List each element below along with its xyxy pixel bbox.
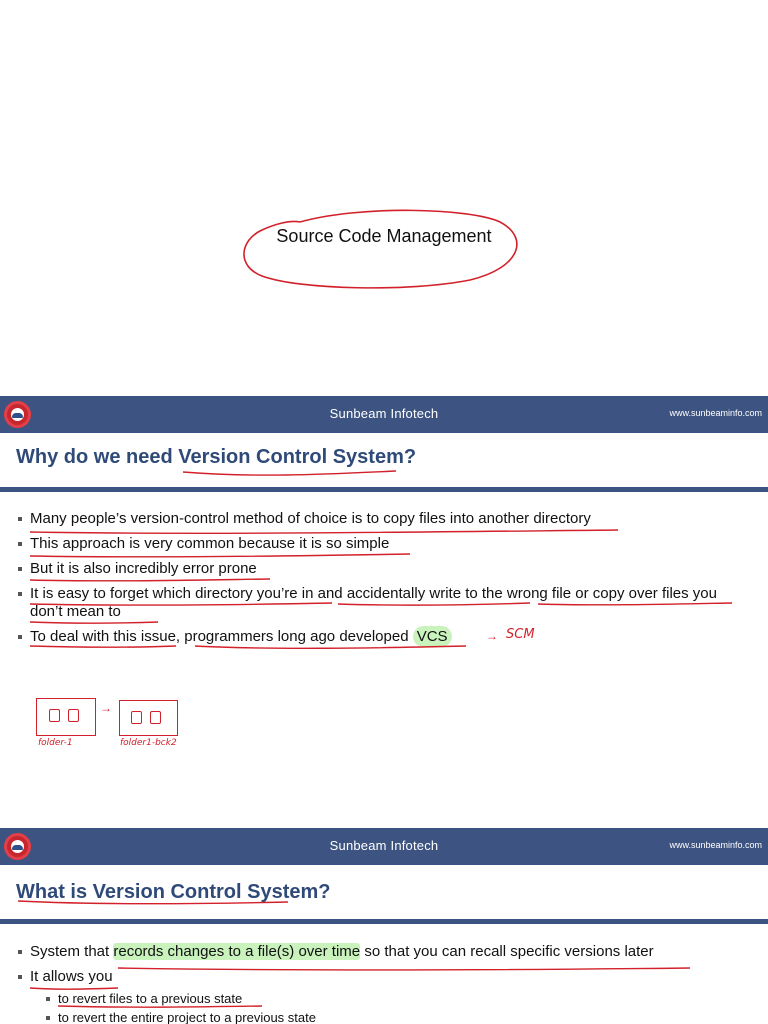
- slide-header: [0, 396, 768, 433]
- list-item: This approach is very common because it is so simple: [18, 535, 748, 553]
- file-icon: [68, 709, 79, 722]
- list-item: But it is also incredibly error prone: [18, 560, 748, 578]
- company-name: Sunbeam Infotech: [329, 406, 439, 421]
- folder-1-label: folder-1: [38, 738, 73, 748]
- list-item: It allows you: [18, 968, 748, 986]
- slide-3-title: What is Version Control System?: [16, 881, 331, 903]
- website-url: www.sunbeaminfo.com: [669, 840, 762, 850]
- slide-3: [0, 828, 768, 1024]
- vcs-highlight: VCS: [413, 626, 452, 647]
- file-icon: [150, 711, 161, 724]
- file-icon: [49, 709, 60, 722]
- slide-2: [0, 396, 768, 828]
- list-item-text: so that you can recall specific versions later: [364, 943, 654, 960]
- list-item-text: To deal with this issue, programmers long ago developed: [30, 628, 409, 645]
- company-name: Sunbeam Infotech: [329, 838, 439, 853]
- sub-list-item: to revert the entire project to a previous state: [46, 1010, 316, 1024]
- folder-2-box: [119, 700, 178, 736]
- bullet-list: [18, 943, 748, 993]
- scm-annotation: SCM: [506, 627, 535, 642]
- slide-header: [0, 828, 768, 865]
- title-divider: [0, 487, 768, 492]
- folder-1-box: [36, 698, 96, 736]
- sub-bullet-list: [46, 991, 316, 1024]
- list-item: [18, 628, 748, 646]
- slide-1: [0, 0, 768, 396]
- definition-highlight: records changes to a file(s) over time: [113, 943, 361, 960]
- slide-1-title: Source Code Management: [276, 226, 492, 246]
- list-item: It is easy to forget which directory you’re in and accidentally write to the wrong file or copy over files you don’t mean to: [18, 585, 748, 621]
- sub-list-item: to revert files to a previous state: [46, 991, 316, 1007]
- title-circle-annotation: [0, 0, 768, 396]
- arrow-right-icon: →: [486, 629, 498, 643]
- arrow-right-icon: →: [100, 701, 112, 715]
- list-item: Many people’s version-control method of choice is to copy files into another directory: [18, 510, 748, 528]
- folder-2-label: folder1-bck2: [120, 738, 177, 748]
- list-item-text: System that: [30, 943, 110, 960]
- bullet-list: [18, 510, 748, 653]
- title-divider: [0, 919, 768, 924]
- website-url: www.sunbeaminfo.com: [669, 408, 762, 418]
- slide-2-title: Why do we need Version Control System?: [16, 446, 417, 468]
- list-item: [18, 943, 748, 961]
- file-icon: [131, 711, 142, 724]
